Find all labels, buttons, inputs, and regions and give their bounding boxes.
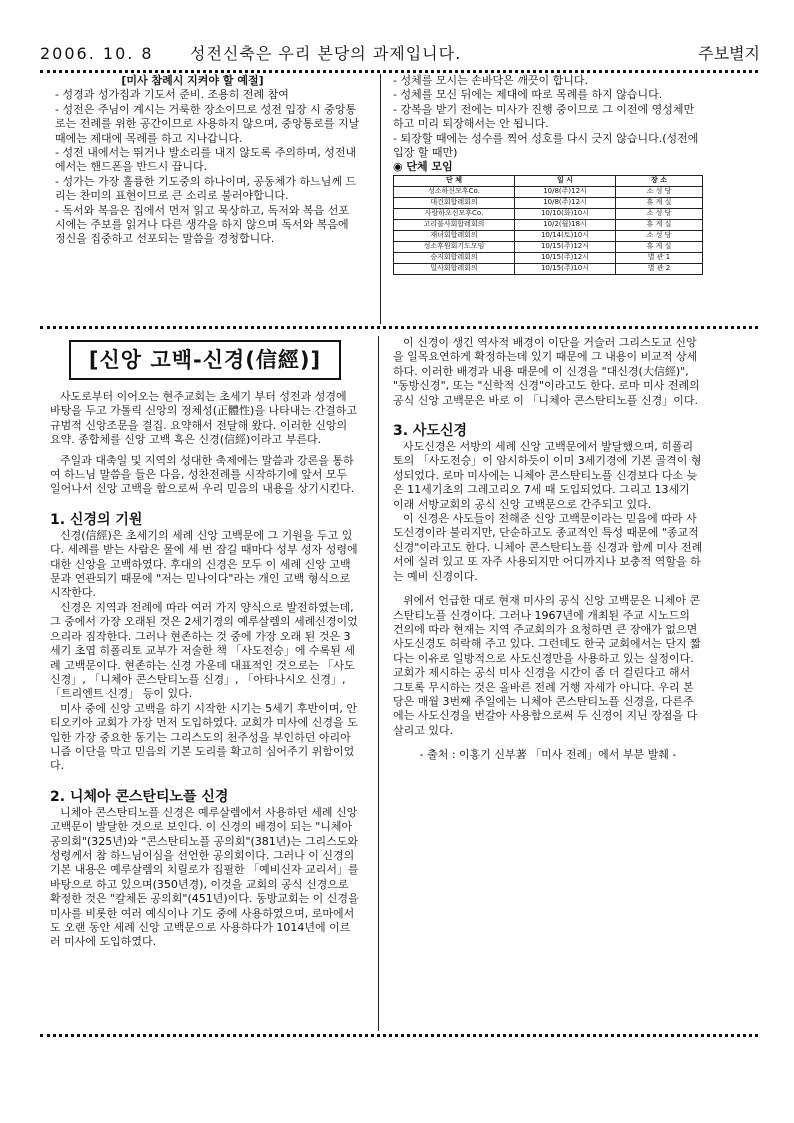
section-title: 1. 신경의 기원 — [50, 511, 143, 528]
group-time: 10/8(주)12시 — [515, 186, 616, 197]
group-place: 휴 게 실 — [616, 241, 703, 252]
etiquette-item: - 성전 내에서는 뛰거나 발소리를 내지 않도록 주의하며, 성전내에서는 핸드폰을 반드시 끕니다. — [55, 146, 357, 174]
main-title: [신앙 고백-신경(信經)] — [69, 340, 341, 380]
header-cell: 장 소 — [616, 175, 703, 186]
groups-header-row — [394, 175, 703, 186]
group-place: 별 관 2 — [616, 263, 703, 274]
section-paragraph: 니체아 콘스탄티노플 신경은 예루살렘에서 사용하던 세례 신앙 고백문이 발달한 것으로 보인다. 이 신경의 배경이 되는 "니체아 공의회"(325년)와 "콘스탄티노플 공의회"(381년)는 그리스도와 성령께서 참 하느님이심을 선언한 공의회이다. 그러나 이 신경의 기본 내용은 예루살렘의 치릴로가 집필한 「예비신자 교리서」를 바탕으로 하고 있으며(350년경), 이것을 교회의 공식 신경으로 확정한 것은 "칼체돈 공의회"(451년)이다. 동방교회는 이 신경을 미사를 비롯한 여러 예식이나 기도 중에 사용하였으며, 로마에서도 오랜 동안 세례 신앙 고백문으로 사용하다가 1014년에 이르러 미사에 도입하였다. — [50, 805, 359, 949]
group-time: 10/14(토)10시 — [515, 230, 616, 241]
table-row — [394, 241, 703, 252]
section-paragraph: 위에서 언급한 대로 현재 미사의 공식 신앙 고백문은 니체아 콘스탄티노플 신경이다. 그러나 1967년에 개최된 주교 시노드의 건의에 따라 현재는 지역 주교회의가 요청하면 큰 장애가 없으면 사도신경도 허락해 주고 있다. 그런데도 한국 교회에서는 단지 짧다는 이유로 일방적으로 사도신경만을 사용하고 있는 실정이다. 교회가 제시하는 공식 미사 신경을 시간이 좀 더 걸린다고 해서 그토록 무시하는 것은 올바른 전례 거행 자세가 아니다. 우리 본당은 매월 3번째 주일에는 니체아 콘스탄티노플 신경을, 다른주에는 사도신경을 번갈아 사용함으로써 두 신경이 지닌 장점을 다 살리고 있다. — [393, 594, 701, 737]
left-column — [50, 340, 360, 950]
group-name: 승지회합레회의 — [394, 252, 515, 263]
group-place: 휴 게 실 — [616, 197, 703, 208]
group-time: 10/10(화)10시 — [515, 208, 616, 219]
group-name: 사랑하오신모후Co. — [394, 208, 515, 219]
group-name: 성소후원회기도모임 — [394, 241, 515, 252]
etiquette-title: [미사 참례시 지켜야 할 예절] — [121, 74, 264, 87]
page-header — [40, 44, 760, 71]
groups-table — [393, 175, 703, 275]
etiquette-item: - 성체를 모신 뒤에는 제대에 따로 목례를 하지 않습니다. — [393, 88, 663, 102]
group-time: 10/2(월)18시 — [515, 219, 616, 230]
group-name: 성소하신모후Co. — [394, 186, 515, 197]
etiquette-continued — [393, 74, 703, 275]
header-divider — [40, 70, 758, 73]
table-row — [394, 197, 703, 208]
header-cell: 단 체 — [394, 175, 515, 186]
bulletin-label: 주보별지 — [698, 44, 760, 63]
groups-title: ◉ 단체 모임 — [393, 160, 453, 174]
group-place: 휴 게 실 — [616, 219, 703, 230]
section-paragraph: 신경은 지역과 전례에 따라 여러 가지 양식으로 발전하였는데, 그 중에서 가장 오래된 것은 2세기경의 예루살렘의 세례신경이었으리라 짐작한다. 그러나 현존하는 것 중에 가장 오래 된 것은 3세기 초엽 히폴리토 교부가 저술한 책 「사도전승」에 수록된 세례 고백문이다. 현존하는 신경 가운데 대표적인 것으로는 「사도신경」, 「니체아 콘스탄티노플 신경」, 「아타나시오 신경」, 「트리엔트 신경」 등이 있다. — [50, 600, 358, 701]
section-paragraph: 미사 중에 신앙 고백을 하기 시작한 시기는 5세기 후반이며, 안티오키아 교회가 가장 먼저 도입하였다. 교회가 미사에 신경을 도입한 가장 중요한 동기는 그리스도의 천주성을 부인하던 아리아니즘 이단을 막고 믿음의 기본 도리를 확고히 심어주기 위함이었다. — [50, 701, 358, 773]
etiquette-item: - 성체를 모시는 손바닥은 깨끗이 합니다. — [393, 74, 588, 87]
intro-paragraph: 사도로부터 이어오는 현주교회는 초세기 부터 성전과 성경에 바탕을 두고 가톨릭 신앙의 정체성(正體性)을 나타내는 간결하고 규범적 신앙조문을 결집. 요약해서 전달해 왔다. 이러한 신앙의 요약. 종합체를 신앙 고백 혹은 신경(信經)이라고 부른다. — [50, 390, 357, 447]
source-note: - 출처 : 이홍기 신부著 「미사 전례」에서 부분 발췌 - — [419, 748, 677, 762]
group-time: 10/15(주)10시 — [515, 263, 616, 274]
table-row — [394, 208, 703, 219]
group-place: 별 관 1 — [616, 252, 703, 263]
group-name: 밀사회합레회의 — [394, 263, 515, 274]
table-row — [394, 263, 703, 274]
table-row — [394, 219, 703, 230]
table-row — [394, 252, 703, 263]
group-name: 대건회합레회의 — [394, 197, 515, 208]
section-title: 2. 니체아 콘스탄티노플 신경 — [50, 788, 229, 805]
bulletin-slogan: 성전신축은 우리 본당의 과제입니다. — [190, 44, 462, 63]
etiquette-item: - 성전은 주님이 계시는 거룩한 장소이므로 성전 입장 시 중앙통로는 전례를 위한 공간이므로 사용하지 않으며, 중앙통로를 지날 때에는 제대에 목례를 하고 지나갑니다. — [55, 102, 360, 145]
group-place: 소 성 당 — [616, 230, 703, 241]
etiquette-item: - 강복을 받기 전에는 미사가 진행 중이므로 그 이전에 영성체만 하고 미리 퇴장해서는 안 됩니다. — [393, 102, 695, 131]
footer-divider — [40, 1034, 758, 1037]
mid-divider — [40, 326, 758, 329]
section-title: 3. 사도신경 — [393, 423, 468, 440]
etiquette-box — [55, 74, 360, 247]
group-place: 소 성 당 — [616, 186, 703, 197]
group-time: 10/15(주)12시 — [515, 252, 616, 263]
etiquette-item: - 성경과 성가집과 기도서 준비. 조용히 전례 참여 — [55, 88, 289, 102]
etiquette-item: - 성가는 가장 훌륭한 기도중의 하나이며, 공동체가 하느님께 드리는 찬미의 표현이므로 큰 소리로 불러야합니다. — [55, 174, 357, 203]
group-time: 10/15(주)12시 — [515, 241, 616, 252]
group-name: 재녀회합레회의 — [394, 230, 515, 241]
header-cell: 일 시 — [515, 175, 616, 186]
group-place: 소 성 당 — [616, 208, 703, 219]
main-column-divider — [378, 336, 379, 1031]
group-name: 고리불사회합레회의 — [394, 219, 515, 230]
top-column-divider — [380, 74, 381, 324]
intro-paragraph: 주일과 대축일 및 지역의 성대한 축제에는 말씀과 강론을 통하여 하느님 말씀을 들은 다음, 성찬전례를 시작하기에 앞서 모두 일어나서 신앙 고백을 함으로써 우리 믿음의 내용을 상기시킨다. — [50, 453, 355, 496]
section-paragraph: 신경(信經)은 초세기의 세례 신앙 고백문에 그 기원을 두고 있다. 세례를 받는 사람은 물에 세 번 잠길 때마다 성부 성자 성령에 대한 신앙을 고백하였다. 후대의 신경은 모두 이 세례 신앙 고백문과 연관되기 때문에 "저는 믿나이다"라는 개인 고백 형식으로 시작한다. — [50, 528, 358, 600]
right-column — [393, 336, 703, 763]
section-paragraph: 이 신경은 사도들이 전해준 신앙 고백문이라는 믿음에 따라 사도신경이라 불리지만, 단순하고도 종교적인 특성 때문에 "종교적 신경"이라고도 한다. 니체아 콘스탄티노플 신경과 함께 미사 전례서에 실려 있고 또 자주 사용되지만 어디까지나 보충적 역할을 하는 예비 신경이다. — [393, 512, 703, 583]
etiquette-item: - 독서와 복음은 집에서 먼저 읽고 묵상하고, 독저와 복음 선포 시에는 주보를 읽거나 다른 생각을 하지 않으며 독서와 복음에 정신을 집중하고 선포되는 말씀을 경청합니다. — [55, 203, 349, 246]
group-time: 10/8(주)12시 — [515, 197, 616, 208]
bulletin-date: 2006. 10. 8 — [40, 44, 154, 63]
table-row — [394, 186, 703, 197]
section-paragraph: 이 신경이 생긴 역사적 배경이 이단을 거슬러 그리스도교 신앙을 일목요연하게 확정하는데 있기 때문에 그 내용이 비교적 상세하다. 이러한 배경과 내용 때문에 이 신경을 "대신경(大信經)", "동방신경", 또는 "신학적 신경"이라고도 한다. 로마 미사 전례의 공식 신앙 고백문은 바로 이 「니체아 콘스탄티노플 신경」이다. — [393, 336, 700, 407]
section-paragraph: 사도신경은 서방의 세례 신앙 고백문에서 발달했으며, 히폴리토의 「사도전승」이 암시하듯이 이미 3세기경에 기본 골격이 형성되었다. 로마 미사에는 니체아 콘스탄티노플 신경보다 다소 늦은 11세기초의 그레고리오 7세 때 도입되었다. 그리고 13세기 이래 서방교회의 공식 신앙 고백문으로 간주되고 있다. — [393, 440, 702, 511]
etiquette-item: - 퇴장할 때에는 성수를 찍어 성호를 다시 긋지 않습니다.(성전에 입장 할 때만) — [393, 131, 699, 160]
table-row — [394, 230, 703, 241]
